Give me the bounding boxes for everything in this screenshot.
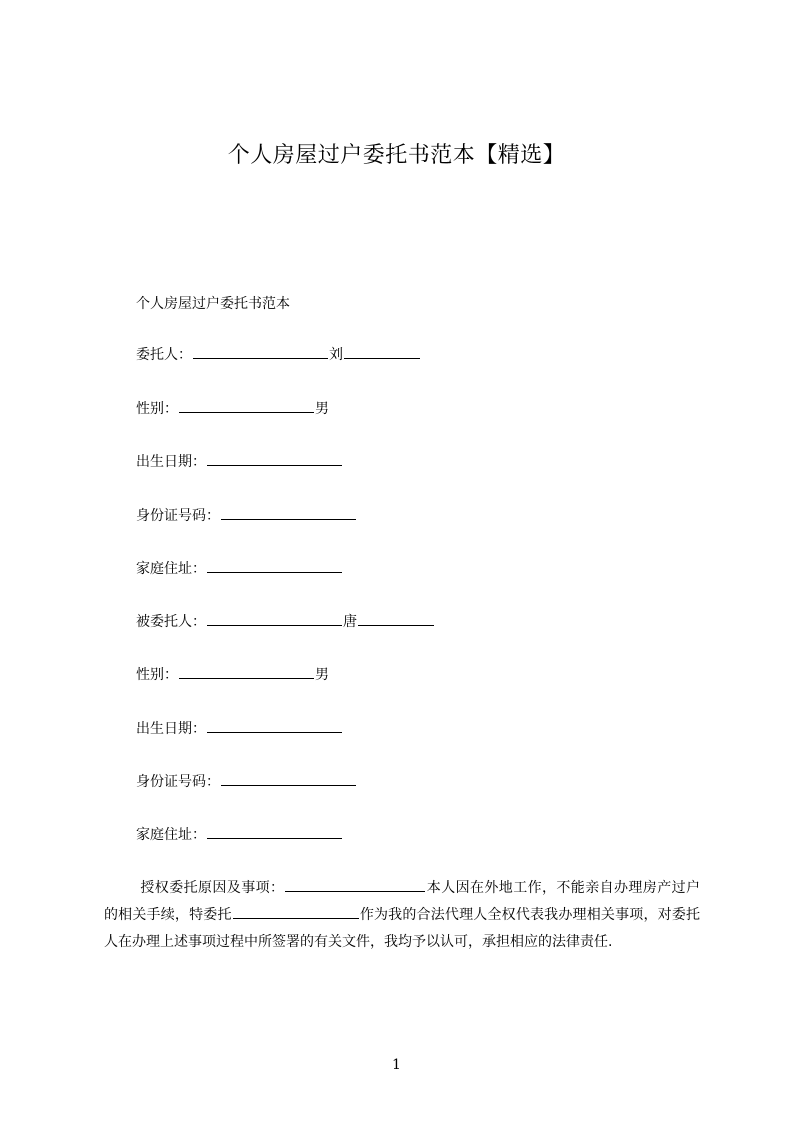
agent-address-row: [136, 824, 343, 845]
agent-id-blank: [221, 771, 356, 786]
authorization-paragraph: [104, 875, 700, 956]
principal-address-label: 家庭住址：: [136, 561, 206, 577]
agent-dob-row: [136, 718, 343, 739]
agent-gender-row: [136, 664, 329, 685]
principal-name-row: [136, 344, 421, 365]
authorization-reason-blank: [285, 877, 425, 892]
principal-dob-row: [136, 451, 343, 472]
agent-id-row: [136, 771, 357, 792]
principal-gender-value: 男: [315, 401, 329, 417]
agent-address-blank: [207, 824, 342, 839]
principal-address-blank: [207, 558, 342, 573]
agent-dob-label: 出生日期：: [136, 721, 206, 737]
agent-gender-label: 性别：: [136, 667, 178, 683]
principal-name-blank: [193, 344, 328, 359]
principal-name-label: 委托人：: [136, 347, 192, 363]
principal-name-value: 刘: [329, 347, 343, 363]
principal-address-row: [136, 558, 343, 579]
agent-name-row: [136, 611, 435, 632]
authorization-part3: 作为我的合法代理人全权代表我办理相关事项，对委托人在办理上述事项过程中所签署的有关文件，我均予以认可，承担相应的法律责任.: [104, 907, 701, 950]
agent-dob-blank: [207, 718, 342, 733]
agent-name-label: 被委托人：: [136, 614, 206, 630]
principal-name-trailing-blank: [344, 344, 420, 359]
authorization-agent-blank: [233, 904, 359, 919]
document-title: 个人房屋过户委托书范本【精选】: [227, 143, 566, 168]
authorization-part2: 本人因在外地工作，不能亲自办理房产过户的相关手续，特委托: [104, 880, 701, 923]
agent-id-label: 身份证号码：: [136, 774, 220, 790]
principal-dob-label: 出生日期：: [136, 454, 206, 470]
agent-name-blank: [207, 611, 342, 626]
agent-name-value: 唐: [343, 614, 357, 630]
authorization-part1: 授权委托原因及事项：: [140, 880, 285, 896]
principal-gender-blank: [179, 398, 314, 413]
principal-gender-row: [136, 398, 329, 419]
agent-address-label: 家庭住址：: [136, 827, 206, 843]
page-number: 1: [392, 1057, 401, 1073]
agent-name-trailing-blank: [358, 611, 434, 626]
principal-gender-label: 性别：: [136, 401, 178, 417]
principal-id-row: [136, 505, 357, 526]
agent-gender-blank: [179, 664, 314, 679]
agent-gender-value: 男: [315, 667, 329, 683]
principal-id-label: 身份证号码：: [136, 508, 220, 524]
principal-id-blank: [221, 505, 356, 520]
subtitle: 个人房屋过户委托书范本: [136, 296, 290, 312]
principal-dob-blank: [207, 451, 342, 466]
